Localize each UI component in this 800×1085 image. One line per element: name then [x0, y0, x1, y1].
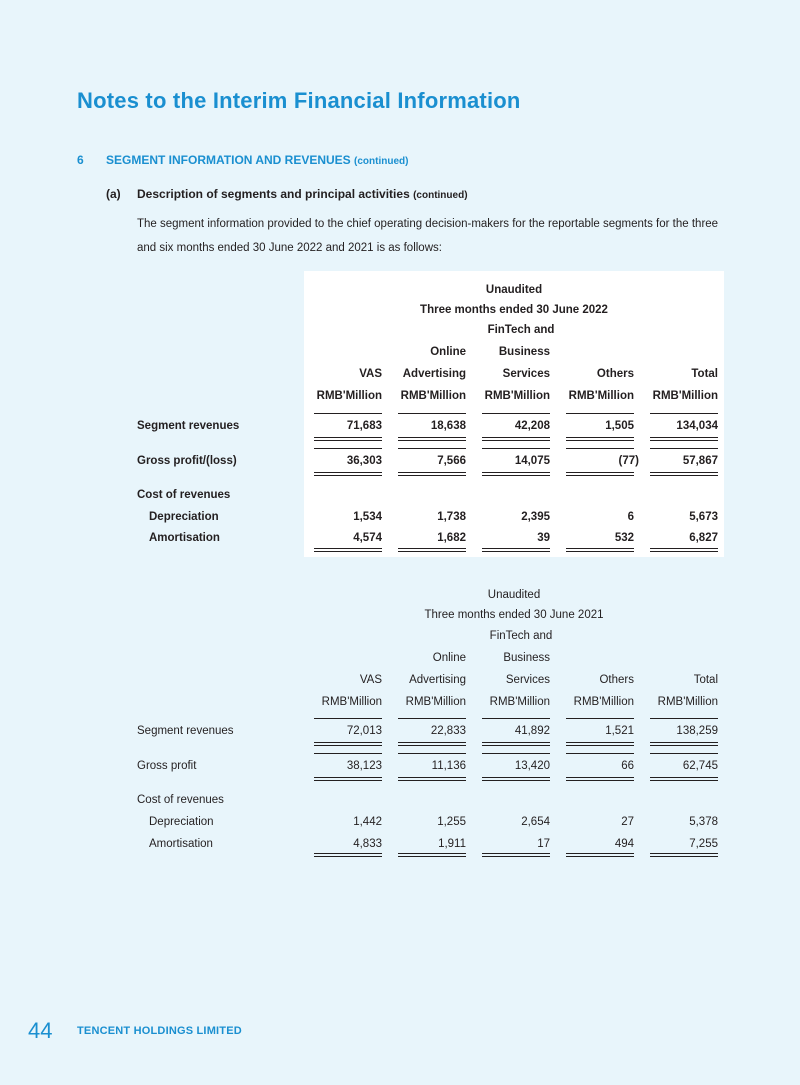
double-rule	[398, 472, 466, 476]
row-label: Gross profit/(loss)	[137, 455, 237, 467]
table-status: Unaudited	[485, 284, 543, 296]
double-rule	[482, 437, 550, 441]
rule	[314, 448, 382, 449]
table-cell: 2,395	[521, 511, 550, 523]
double-rule	[314, 548, 382, 552]
table-cell: 7,255	[689, 838, 718, 850]
table-cell: 13,420	[514, 760, 550, 772]
double-rule	[482, 742, 550, 746]
col-header-name: Advertising	[402, 368, 466, 380]
table-cell: 38,123	[346, 760, 382, 772]
table-cell: 5,673	[689, 511, 718, 523]
table-cell: 14,075	[514, 455, 550, 467]
subsection-title: Description of segments and principal activities	[137, 187, 410, 201]
rule	[566, 718, 634, 719]
rule	[314, 753, 382, 754]
col-header-name: Services	[502, 368, 550, 380]
col-header-name: Services	[505, 674, 550, 686]
double-rule	[398, 853, 466, 857]
company-name: TENCENT HOLDINGS LIMITED	[77, 1025, 242, 1037]
col-header-line2: Business	[503, 652, 550, 664]
row-label: Cost of revenues	[137, 794, 224, 806]
table-cell: 42,208	[514, 420, 550, 432]
table-cell: 1,911	[438, 838, 466, 850]
col-header-name: VAS	[359, 674, 382, 686]
col-header-name: Total	[693, 674, 718, 686]
rule	[314, 718, 382, 719]
table-cell: 11,136	[431, 760, 466, 772]
table-status: Unaudited	[487, 589, 541, 601]
double-rule	[398, 777, 466, 781]
row-label: Gross profit	[137, 760, 197, 772]
rule	[482, 413, 550, 414]
rule	[314, 413, 382, 414]
table-cell: 71,683	[346, 420, 382, 432]
table-cell: 18,638	[430, 420, 466, 432]
page-title: Notes to the Interim Financial Information	[77, 88, 521, 113]
rule	[482, 718, 550, 719]
table-cell: 41,892	[514, 725, 550, 737]
rule	[566, 753, 634, 754]
table-cell: 1,534	[353, 511, 382, 523]
table-cell: 62,745	[682, 760, 718, 772]
rule	[650, 753, 718, 754]
table-cell: 6	[627, 511, 634, 523]
subsection-heading	[137, 187, 468, 201]
table-cell: 1,682	[437, 532, 466, 544]
col-header-unit: RMB'Million	[573, 696, 634, 708]
table-cell: 134,034	[676, 420, 718, 432]
rule	[566, 448, 634, 449]
rule	[650, 413, 718, 414]
row-label: Depreciation	[149, 511, 219, 523]
col-header-unit: RMB'Million	[321, 696, 382, 708]
subsection-continued: (continued)	[413, 190, 468, 201]
col-header-name: Others	[596, 368, 634, 380]
table-cell: 138,259	[676, 725, 718, 737]
double-rule	[650, 742, 718, 746]
table-cell: 532	[614, 532, 634, 544]
col-header-unit: RMB'Million	[400, 390, 466, 402]
table-cell: 1,521	[605, 725, 634, 737]
row-label: Depreciation	[149, 816, 214, 828]
col-header-unit: RMB'Million	[568, 390, 634, 402]
double-rule	[650, 437, 718, 441]
row-label: Amortisation	[149, 532, 220, 544]
table-cell: 36,303	[346, 455, 382, 467]
col-header-line2: Online	[432, 652, 466, 664]
double-rule	[482, 853, 550, 857]
col-header-line1: FinTech and	[487, 324, 555, 336]
double-rule	[314, 742, 382, 746]
intro-paragraph: The segment information provided to the chief operating decision-makers for the reportable segments for the three and six months ended 30 June 2022 and 2021 is as follows:	[137, 218, 719, 254]
double-rule	[482, 472, 550, 476]
col-header-unit: RMB'Million	[484, 390, 550, 402]
double-rule	[650, 472, 718, 476]
double-rule	[314, 437, 382, 441]
table-cell: 7,566	[437, 455, 466, 467]
double-rule	[650, 548, 718, 552]
table-cell: 1,442	[353, 816, 382, 828]
rule	[650, 718, 718, 719]
double-rule	[650, 777, 718, 781]
double-rule	[398, 742, 466, 746]
table-cell: 5,378	[689, 816, 718, 828]
double-rule	[482, 548, 550, 552]
col-header-name: Total	[691, 368, 718, 380]
table-cell: 1,738	[437, 511, 466, 523]
table-period: Three months ended 30 June 2022	[420, 304, 608, 316]
table-cell: 66	[621, 760, 634, 772]
col-header-name: VAS	[359, 368, 382, 380]
table-cell: 1,505	[605, 420, 634, 432]
table-cell: 494	[614, 838, 634, 850]
row-label: Segment revenues	[137, 420, 240, 432]
page-number: 44	[28, 1018, 53, 1043]
double-rule	[314, 853, 382, 857]
table-cell: 39	[537, 532, 550, 544]
col-header-name: Others	[599, 674, 634, 686]
rule	[482, 753, 550, 754]
rule	[398, 753, 466, 754]
double-rule	[398, 437, 466, 441]
row-label: Amortisation	[149, 838, 213, 850]
double-rule	[482, 777, 550, 781]
double-rule	[650, 853, 718, 857]
col-header-unit: RMB'Million	[316, 390, 382, 402]
rule	[482, 448, 550, 449]
section-number: 6	[77, 153, 84, 167]
rule	[398, 448, 466, 449]
table-cell: 2,654	[521, 816, 550, 828]
table-cell: 72,013	[346, 725, 382, 737]
table-period: Three months ended 30 June 2021	[424, 609, 604, 621]
section-continued: (continued)	[354, 156, 409, 167]
col-header-line2: Online	[430, 346, 466, 358]
row-label: Segment revenues	[137, 725, 234, 737]
subsection-letter: (a)	[106, 187, 121, 201]
double-rule	[314, 472, 382, 476]
col-header-unit: RMB'Million	[489, 696, 550, 708]
table-cell: 6,827	[689, 532, 718, 544]
table-cell: 1,255	[437, 816, 466, 828]
table-cell: 27	[621, 816, 634, 828]
section-title: SEGMENT INFORMATION AND REVENUES	[106, 153, 351, 167]
col-header-line1: FinTech and	[489, 630, 553, 642]
table-cell: 22,833	[430, 725, 466, 737]
col-header-line2: Business	[498, 346, 550, 358]
col-header-unit: RMB'Million	[405, 696, 466, 708]
table-cell: 4,833	[353, 838, 382, 850]
rule	[398, 718, 466, 719]
double-rule	[314, 777, 382, 781]
col-header-unit: RMB'Million	[652, 390, 718, 402]
table-cell: 57,867	[682, 455, 718, 467]
table-cell: (77)	[618, 455, 639, 467]
rule	[650, 448, 718, 449]
section-heading	[106, 153, 408, 167]
rule	[398, 413, 466, 414]
double-rule	[566, 548, 634, 552]
col-header-unit: RMB'Million	[657, 696, 718, 708]
row-label: Cost of revenues	[137, 489, 231, 501]
rule	[566, 413, 634, 414]
table-cell: 17	[537, 838, 550, 850]
double-rule	[566, 472, 634, 476]
table-cell: 4,574	[353, 532, 382, 544]
col-header-name: Advertising	[409, 674, 466, 686]
double-rule	[566, 777, 634, 781]
double-rule	[398, 548, 466, 552]
double-rule	[566, 742, 634, 746]
double-rule	[566, 437, 634, 441]
double-rule	[566, 853, 634, 857]
